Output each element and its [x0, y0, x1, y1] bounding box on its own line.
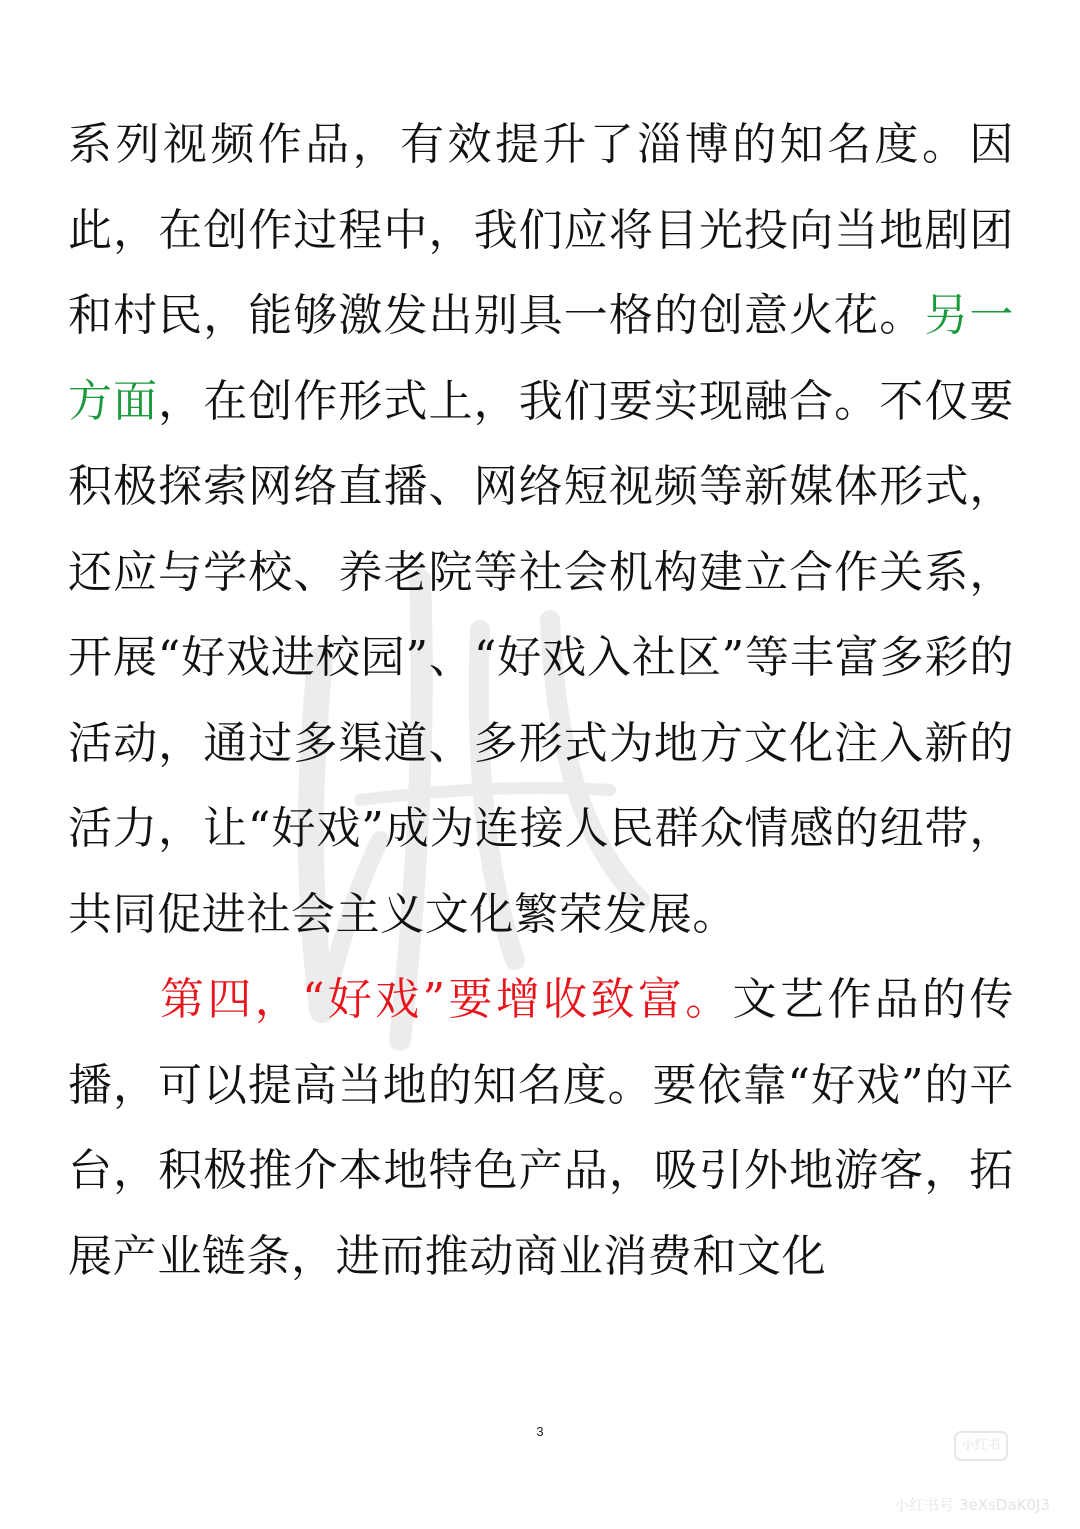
paragraph-1-text-b: ，在创作形式上，我们要实现融合。不仅要积极探索网络直播、网络短视频等新媒体形式，还应与学校、养老院等社会机构建立合作关系，开展“好戏进校园”、“好戏入社区”等丰富多彩的活动，通过多渠道、多形式为地方文化注入新的活力，让“好戏”成为连接人民群众情感的纽带，共同促进社会主义文化繁荣发展。 — [68, 375, 1014, 940]
platform-watermark — [830, 1431, 1050, 1521]
body-text — [68, 102, 1014, 1299]
platform-id: 小红书号 3eXsDaK0J3 — [894, 1496, 1050, 1514]
paragraph-1-text-a: 系列视频作品，有效提升了淄博的知名度。因此，在创作过程中，我们应将目光投向当地剧团和村民，能够激发出别具一格的创意火花。 — [68, 119, 1014, 341]
paragraph-2 — [68, 957, 1014, 1299]
platform-logo: 小红书 — [954, 1431, 1008, 1461]
paragraph-2-text: 文艺作品的传播，可以提高当地的知名度。要依靠“好戏”的平台，积极推介本地特色产品，吸引外地游客，拓展产业链条，进而推动商业消费和文化 — [68, 974, 1014, 1282]
section-heading: 第四，“好戏”要增收致富。 — [160, 974, 733, 1025]
highlight-phrase: 另一方面 — [68, 290, 1014, 427]
paragraph-1 — [68, 102, 1014, 957]
page-number: 3 — [536, 1424, 544, 1439]
